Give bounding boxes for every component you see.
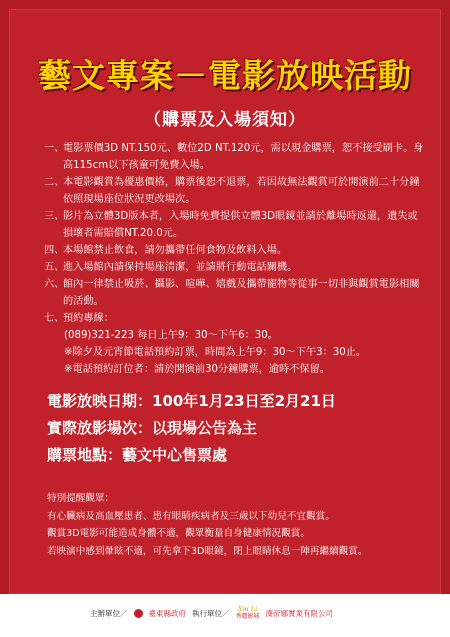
footer bbox=[0, 594, 450, 637]
rule-text: 電影票價3D NT.150元、數位2D NT.120元，需以現金購票，恕不接受刷卡。身高115cm以下孩童可免費入場。 bbox=[63, 143, 424, 171]
cinema-logo-text: 秀麗影城 bbox=[235, 613, 260, 620]
contact-line: (089)321-223 每日上午9：30～下午6：30。 bbox=[64, 330, 278, 341]
rule-number: 四、 bbox=[44, 245, 65, 256]
footer-credits bbox=[90, 606, 333, 620]
rule-text: 預約專線： bbox=[63, 313, 114, 324]
rule-text: 館內一律禁止吸菸、攝影、喧嘩、嬉戲及攜帶寵物等從事一切非與觀賞電影相關的活動。 bbox=[63, 279, 420, 307]
executor-label: 執行單位／ bbox=[192, 608, 230, 618]
notice-line: 觀賞3D電影可能造成身體不適，觀眾衡量自身健康情況觀賞。 bbox=[47, 528, 310, 539]
rule-number: 二、 bbox=[44, 177, 65, 188]
rule-number: 五、 bbox=[44, 262, 65, 273]
county-seal-icon bbox=[134, 609, 143, 618]
organizer-name: 臺東縣政府 bbox=[148, 608, 186, 618]
rule-text: 本電影觀賞為優惠價格，購票後恕不退票，若因故無法觀賞可於開演前二十分鐘依照現場座位狀況更改場次。 bbox=[63, 177, 420, 205]
notice-line: 有心臟病及高血壓患者、患有眼睛疾病者及三歲以下幼兒不宜觀賞。 bbox=[47, 510, 335, 522]
rule-item bbox=[44, 242, 424, 259]
rule-text: 影片為立體3D版本者，入場時免費提供立體3D眼鏡並請於離場時返還，遺失或損壞者需賠償NT.20.0元。 bbox=[63, 211, 418, 239]
rule-number: 七、 bbox=[44, 313, 65, 324]
rule-item bbox=[44, 259, 424, 276]
poster-title: 藝文專案－電影放映活動 bbox=[38, 56, 412, 95]
executor-name: 漢帝娜實業有限公司 bbox=[265, 608, 334, 618]
ticket-location: 購票地點：藝文中心售票處 bbox=[47, 446, 228, 464]
notice-line: 若映演中感到暈眩不適，可先拿下3D眼鏡，閉上眼睛休息一陣再繼續觀賞。 bbox=[47, 545, 368, 557]
special-notice bbox=[47, 490, 427, 560]
rule-item bbox=[44, 276, 424, 310]
poster-subtitle: （購票及入場須知） bbox=[144, 110, 306, 130]
rule-item bbox=[44, 310, 424, 327]
screening-dates: 電影放映日期：100年1月23日至2月21日 bbox=[47, 392, 336, 410]
rule-number: 三、 bbox=[44, 211, 65, 222]
contact-line: ※除夕及元宵節電話預約訂票，時間為上午9：30～下午3：30止。 bbox=[64, 347, 367, 358]
contact-line: ※電話預約訂位者：請於開演前30分鐘購票，逾時不保留。 bbox=[64, 364, 330, 375]
rule-item bbox=[44, 174, 424, 208]
organizer-label: 主辦單位／ bbox=[90, 608, 128, 618]
rule-text: 本場館禁止飲食，請勿攜帶任何食物及飲料入場。 bbox=[63, 245, 288, 256]
rule-number: 六、 bbox=[44, 279, 65, 290]
screening-info bbox=[47, 388, 427, 469]
notice-heading: 特別提醒觀眾： bbox=[47, 493, 115, 504]
cinema-logo-icon bbox=[236, 606, 260, 620]
screening-sessions: 實際放影場次：以現場公告為主 bbox=[47, 419, 258, 437]
rule-item bbox=[44, 140, 424, 174]
rules-list bbox=[44, 140, 424, 378]
rule-text: 進入場館內請保持場座清潔，並請將行動電話關機。 bbox=[63, 262, 298, 273]
rule-number: 一、 bbox=[44, 143, 65, 154]
rule-item bbox=[44, 208, 424, 242]
cinema-logo-script: Xiu Li bbox=[237, 605, 258, 613]
